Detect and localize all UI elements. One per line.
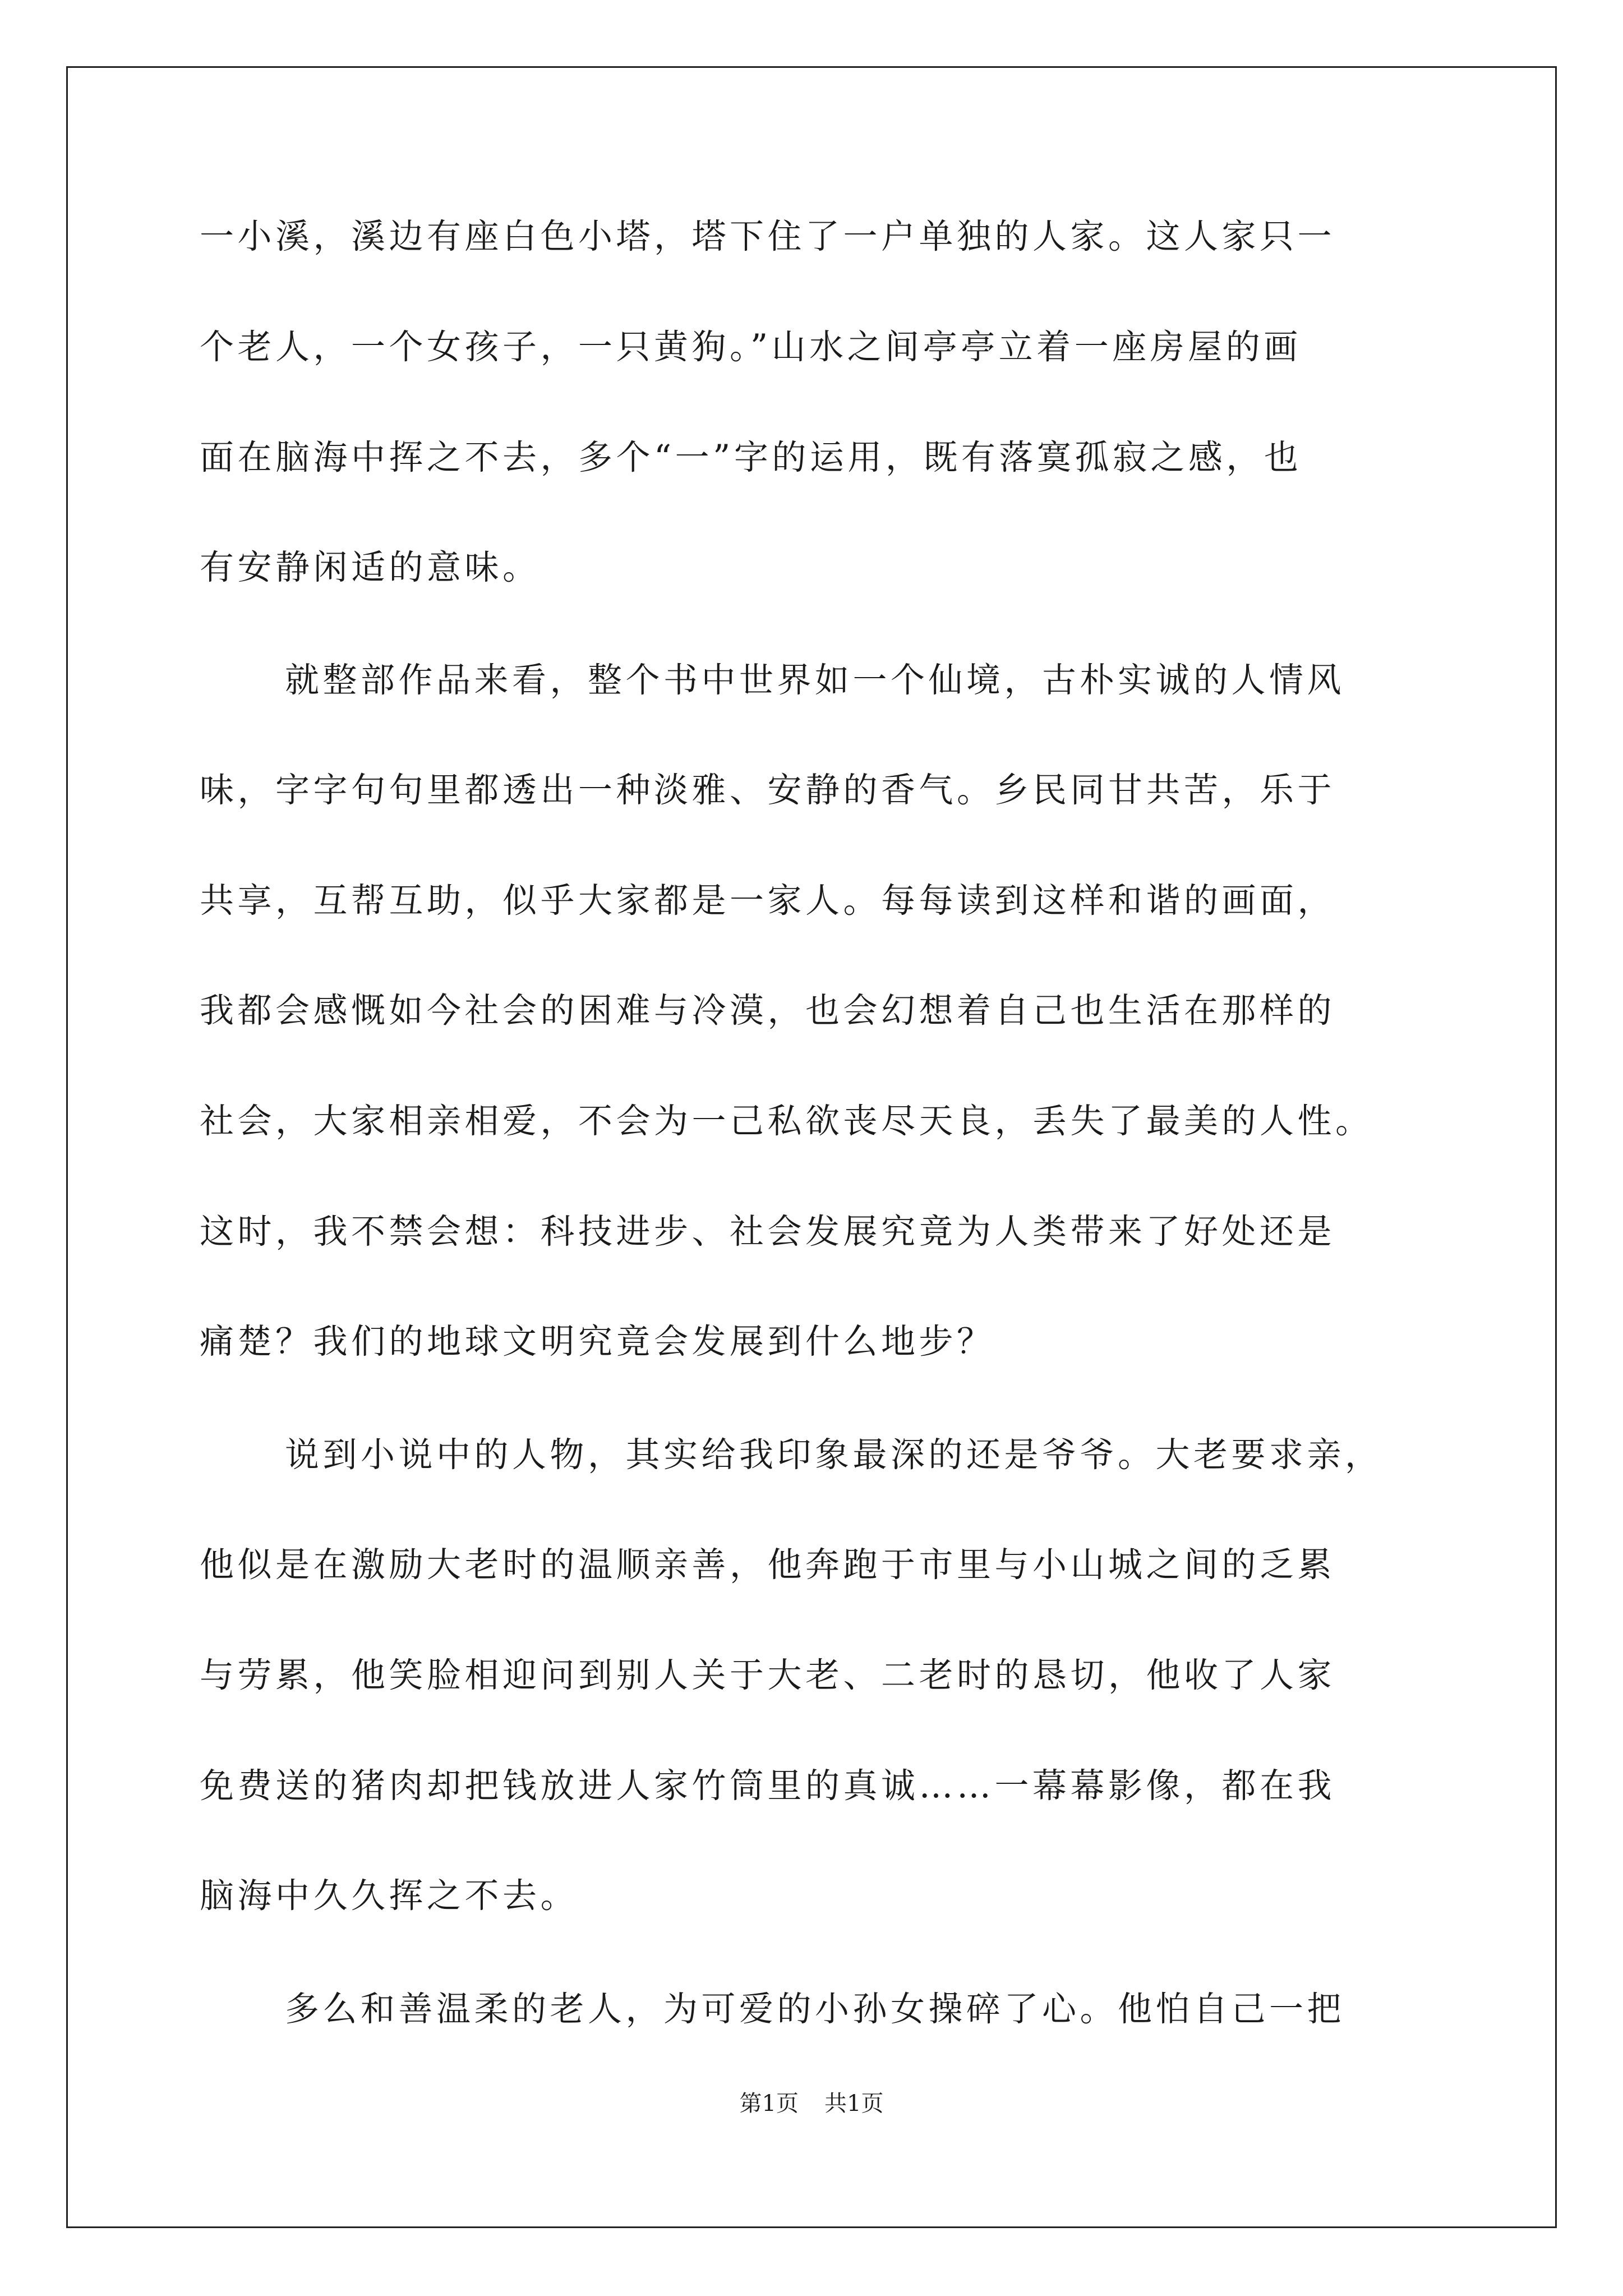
page-footer <box>0 2090 1623 2118</box>
paragraph-line: 个老人，一个女孩子，一只黄狗。”山水之间亭亭立着一座房屋的画 <box>200 327 1302 367</box>
paragraph-line: 就整部作品来看，整个书中世界如一个仙境，古朴实诚的人情风 <box>285 660 1345 700</box>
paragraph-line: 这时，我不禁会想：科技进步、社会发展究竟为人类带来了好处还是 <box>200 1212 1336 1251</box>
page-total: 共1页 <box>824 2091 884 2116</box>
paragraph-line: 免费送的猪肉却把钱放进人家竹筒里的真诚……一幕幕影像，都在我 <box>200 1766 1336 1806</box>
paragraph-line: 有安静闲适的意味。 <box>200 547 541 587</box>
paragraph-line: 他似是在激励大老时的温顺亲善，他奔跑于市里与小山城之间的乏累 <box>200 1545 1336 1585</box>
paragraph-line: 脑海中久久挥之不去。 <box>200 1876 579 1916</box>
paragraph-line: 多么和善温柔的老人，为可爱的小孙女操碎了心。他怕自己一把 <box>285 1989 1345 2029</box>
paragraph-line: 面在脑海中挥之不去，多个“一”字的运用，既有落寞孤寂之感，也 <box>200 438 1302 477</box>
paragraph-line: 与劳累，他笑脸相迎问到别人关于大老、二老时的恳切，他收了人家 <box>200 1655 1336 1695</box>
paragraph-line: 味，字字句句里都透出一种淡雅、安静的香气。乡民同甘共苦，乐于 <box>200 770 1336 810</box>
paragraph-line: 说到小说中的人物，其实给我印象最深的还是爷爷。大老要求亲， <box>285 1435 1383 1475</box>
paragraph-line: 共享，互帮互助，似乎大家都是一家人。每每读到这样和谐的画面， <box>200 881 1336 921</box>
paragraph-line: 痛楚？我们的地球文明究竟会发展到什么地步？ <box>200 1322 995 1361</box>
page-number: 第1页 <box>739 2091 799 2116</box>
paragraph-line: 社会，大家相亲相爱，不会为一己私欲丧尽天良，丢失了最美的人性。 <box>200 1101 1373 1141</box>
paragraph-line: 一小溪，溪边有座白色小塔，塔下住了一户单独的人家。这人家只一 <box>200 217 1336 256</box>
paragraph-line: 我都会感慨如今社会的困难与冷漠，也会幻想着自己也生活在那样的 <box>200 991 1336 1030</box>
